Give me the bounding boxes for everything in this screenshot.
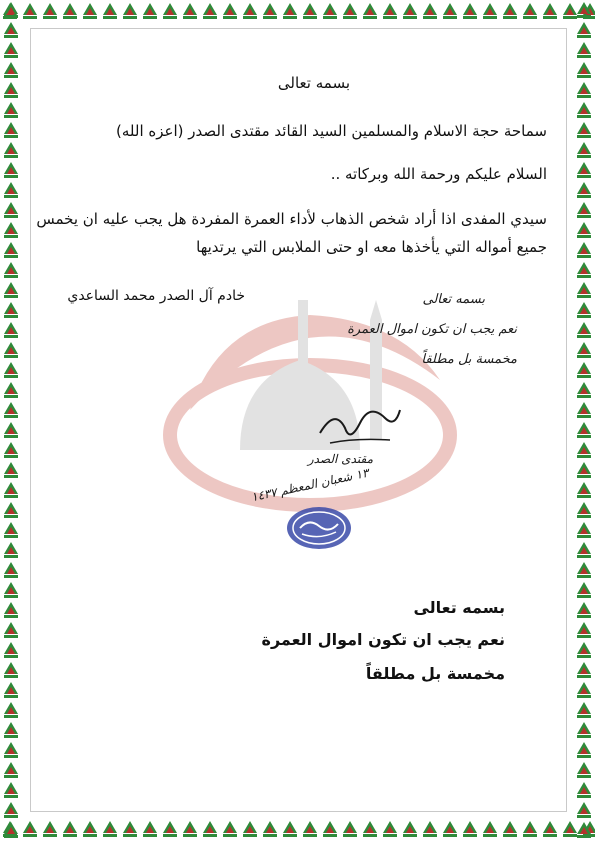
handwritten-signature-name: مقتدى الصدر bbox=[307, 452, 373, 466]
signature-icon bbox=[300, 398, 410, 458]
letter-sender: خادم آل الصدر محمد الساعدي bbox=[67, 288, 245, 304]
handwritten-line1: بسمه تعالى bbox=[422, 292, 485, 307]
seal-stamp-icon bbox=[284, 504, 354, 552]
answer-line3: مخمسة بل مطلقاً bbox=[365, 664, 505, 683]
handwritten-date: ١٣ شعبان المعظم ١٤٣٧ bbox=[250, 465, 371, 505]
border-top bbox=[0, 0, 595, 22]
border-left bbox=[0, 0, 22, 842]
border-right bbox=[573, 0, 595, 842]
letter-question-line2: جميع أمواله التي يأخذها معه او حتى الملابس التي يرتديها bbox=[196, 238, 547, 256]
handwritten-line3: مخمسة بل مطلقاً bbox=[421, 352, 517, 367]
handwritten-line2: نعم يجب ان تكون اموال العمرة bbox=[347, 322, 517, 337]
letter-heading: بسمه تعالى bbox=[277, 74, 350, 92]
answer-line1: بسمه تعالى bbox=[413, 598, 505, 617]
answer-line2: نعم يجب ان تكون اموال العمرة bbox=[261, 630, 505, 649]
letter-addressee: سماحة حجة الاسلام والمسلمين السيد القائد مقتدى الصدر (اعزه الله) bbox=[116, 122, 547, 140]
letter-question-line1: سيدي المفدى اذا أراد شخص الذهاب لأداء العمرة المفردة هل يجب عليه ان يخمس bbox=[36, 210, 547, 228]
letter-greeting: السلام عليكم ورحمة الله وبركاته .. bbox=[330, 165, 547, 183]
border-bottom bbox=[0, 818, 595, 840]
